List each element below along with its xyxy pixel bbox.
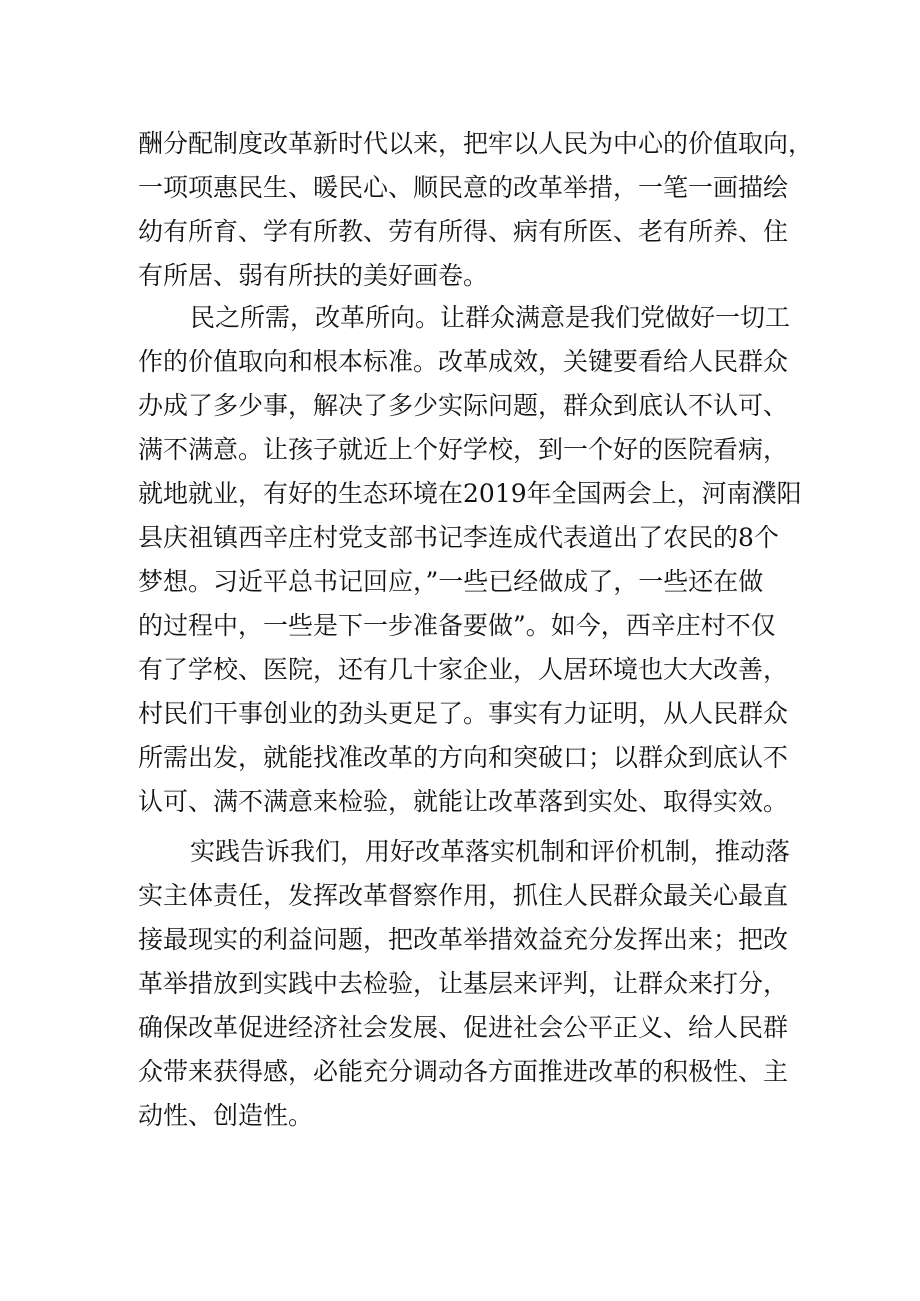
paragraph-1-line-2: 一项项惠民生、暖民心、顺民意的改革举措，一笔一画描绘 — [138, 173, 789, 202]
paragraph-2-line-3: 办成了多少事，解决了多少实际问题，群众到底认不认可、 — [138, 391, 789, 420]
paragraph-3 — [138, 830, 798, 1138]
paragraph-1-line-1: 酬分配制度改革新时代以来，把牢以人民为中心的价值取向， — [138, 129, 814, 158]
paragraph-1-line-4: 有所居、弱有所扶的美好画卷。 — [138, 261, 489, 290]
paragraph-1-line-3: 幼有所育、学有所教、劳有所得、病有所医、老有所养、住 — [138, 217, 789, 246]
paragraph-2-line-12: 认可、满不满意来检验，就能让改革落到实处、取得实效。 — [138, 787, 789, 816]
paragraph-3-line-7: 动性、创造性。 — [138, 1101, 314, 1130]
paragraph-3-line-2: 实主体责任，发挥改革督察作用，抓住人民群众最关心最直 — [138, 881, 789, 910]
paragraph-2-line-6: 县庆祖镇西辛庄村党支部书记李连成代表道出了农民的8个 — [138, 523, 779, 552]
paragraph-2-line-1: 民之所需，改革所向。让群众满意是我们党做好一切工 — [190, 303, 791, 332]
paragraph-2-line-4: 满不满意。让孩子就近上个好学校，到一个好的医院看病， — [138, 435, 789, 464]
paragraph-2-line-2: 作的价值取向和根本标准。改革成效，关键要看给人民群众 — [138, 347, 789, 376]
paragraph-3-line-5: 确保改革促进经济社会发展、促进社会公平正义、给人民群 — [138, 1013, 789, 1042]
paragraph-3-line-1: 实践告诉我们，用好改革落实机制和评价机制，推动落 — [190, 837, 791, 866]
paragraph-3-line-6: 众带来获得感，必能充分调动各方面推进改革的积极性、主 — [138, 1057, 789, 1086]
paragraph-2-line-11: 所需出发，就能找准改革的方向和突破口；以群众到底认不 — [138, 743, 789, 772]
paragraph-3-line-3: 接最现实的利益问题，把改革举措效益充分发挥出来；把改 — [138, 925, 789, 954]
paragraph-3-line-4: 革举措放到实践中去检验，让基层来评判，让群众来打分， — [138, 969, 789, 998]
paragraph-2-line-7: 梦想。习近平总书记回应，”一些已经做成了，一些还在做 — [138, 567, 764, 596]
paragraph-2-line-5: 就地就业，有好的生态环境在2019年全国两会上，河南濮阳 — [138, 479, 802, 508]
paragraph-2-line-9: 有了学校、医院，还有几十家企业，人居环境也大大改善， — [138, 655, 789, 684]
paragraph-2-line-8: 的过程中，一些是下一步准备要做”。如今，西辛庄村不仅 — [138, 611, 776, 640]
paragraph-2-line-10: 村民们干事创业的劲头更足了。事实有力证明，从人民群众 — [138, 699, 789, 728]
paragraph-1 — [138, 122, 814, 298]
paragraph-2 — [138, 296, 802, 824]
